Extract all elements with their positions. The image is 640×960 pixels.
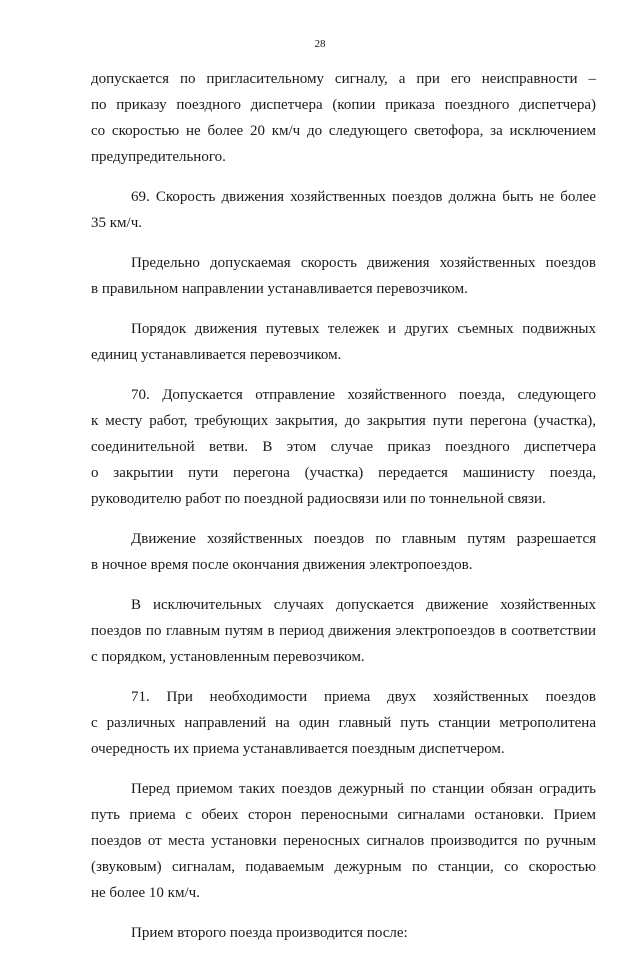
text-line: поездов по главным путям в период движения электропоездов в соответствии [91,623,596,639]
paragraph [91,684,596,762]
text-line: допускается по пригласительному сигналу, а при его неисправности – [91,71,596,87]
text-line: со скоростью не более 20 км/ч до следующего светофора, за исключением [91,123,596,139]
paragraph [91,526,596,578]
paragraph [91,184,596,236]
text-line: Прием второго поезда производится после: [131,925,408,941]
text-line: Порядок движения путевых тележек и других съемных подвижных [131,321,596,337]
text-line: Предельно допускаемая скорость движения хозяйственных поездов [131,255,596,271]
paragraph [91,382,596,512]
text-line: путь приема с обеих сторон переносными сигналами остановки. Прием [91,807,596,823]
text-line: (звуковым) сигналам, подаваемым дежурным по станции, со скоростью [91,859,596,875]
paragraph [91,776,596,906]
paragraph [91,66,596,170]
paragraph [91,250,596,302]
text-line: 71. При необходимости приема двух хозяйственных поездов [131,689,596,705]
text-line: по приказу поездного диспетчера (копии приказа поездного диспетчера) [91,97,596,113]
text-line: В исключительных случаях допускается движение хозяйственных [131,597,596,613]
text-line: руководителю работ по поездной радиосвязи или по тоннельной связи. [91,491,546,507]
text-line: очередность их приема устанавливается поездным диспетчером. [91,741,505,757]
text-line: в правильном направлении устанавливается перевозчиком. [91,281,468,297]
text-line: не более 10 км/ч. [91,885,200,901]
text-line: к месту работ, требующих закрытия, до закрытия пути перегона (участка), [91,413,596,429]
text-line: с порядком, установленным перевозчиком. [91,649,365,665]
paragraph [91,316,596,368]
text-line: единиц устанавливается перевозчиком. [91,347,342,363]
text-line: о закрытии пути перегона (участка) передается машинисту поезда, [91,465,596,481]
document-body [91,66,596,960]
paragraph [91,592,596,670]
text-line: Движение хозяйственных поездов по главным путям разрешается [131,531,596,547]
paragraph [91,920,596,946]
text-line: Перед приемом таких поездов дежурный по станции обязан оградить [131,781,596,797]
text-line: 69. Скорость движения хозяйственных поездов должна быть не более [131,189,596,205]
text-line: соединительной ветви. В этом случае приказ поездного диспетчера [91,439,596,455]
text-line: с различных направлений на один главный путь станции метрополитена [91,715,596,731]
page-number: 28 [314,38,326,50]
text-line: 35 км/ч. [91,215,142,231]
text-line: в ночное время после окончания движения электропоездов. [91,557,473,573]
text-line: предупредительного. [91,149,226,165]
text-line: 70. Допускается отправление хозяйственного поезда, следующего [131,387,596,403]
text-line: поездов от места установки переносных сигналов производится по ручным [91,833,596,849]
